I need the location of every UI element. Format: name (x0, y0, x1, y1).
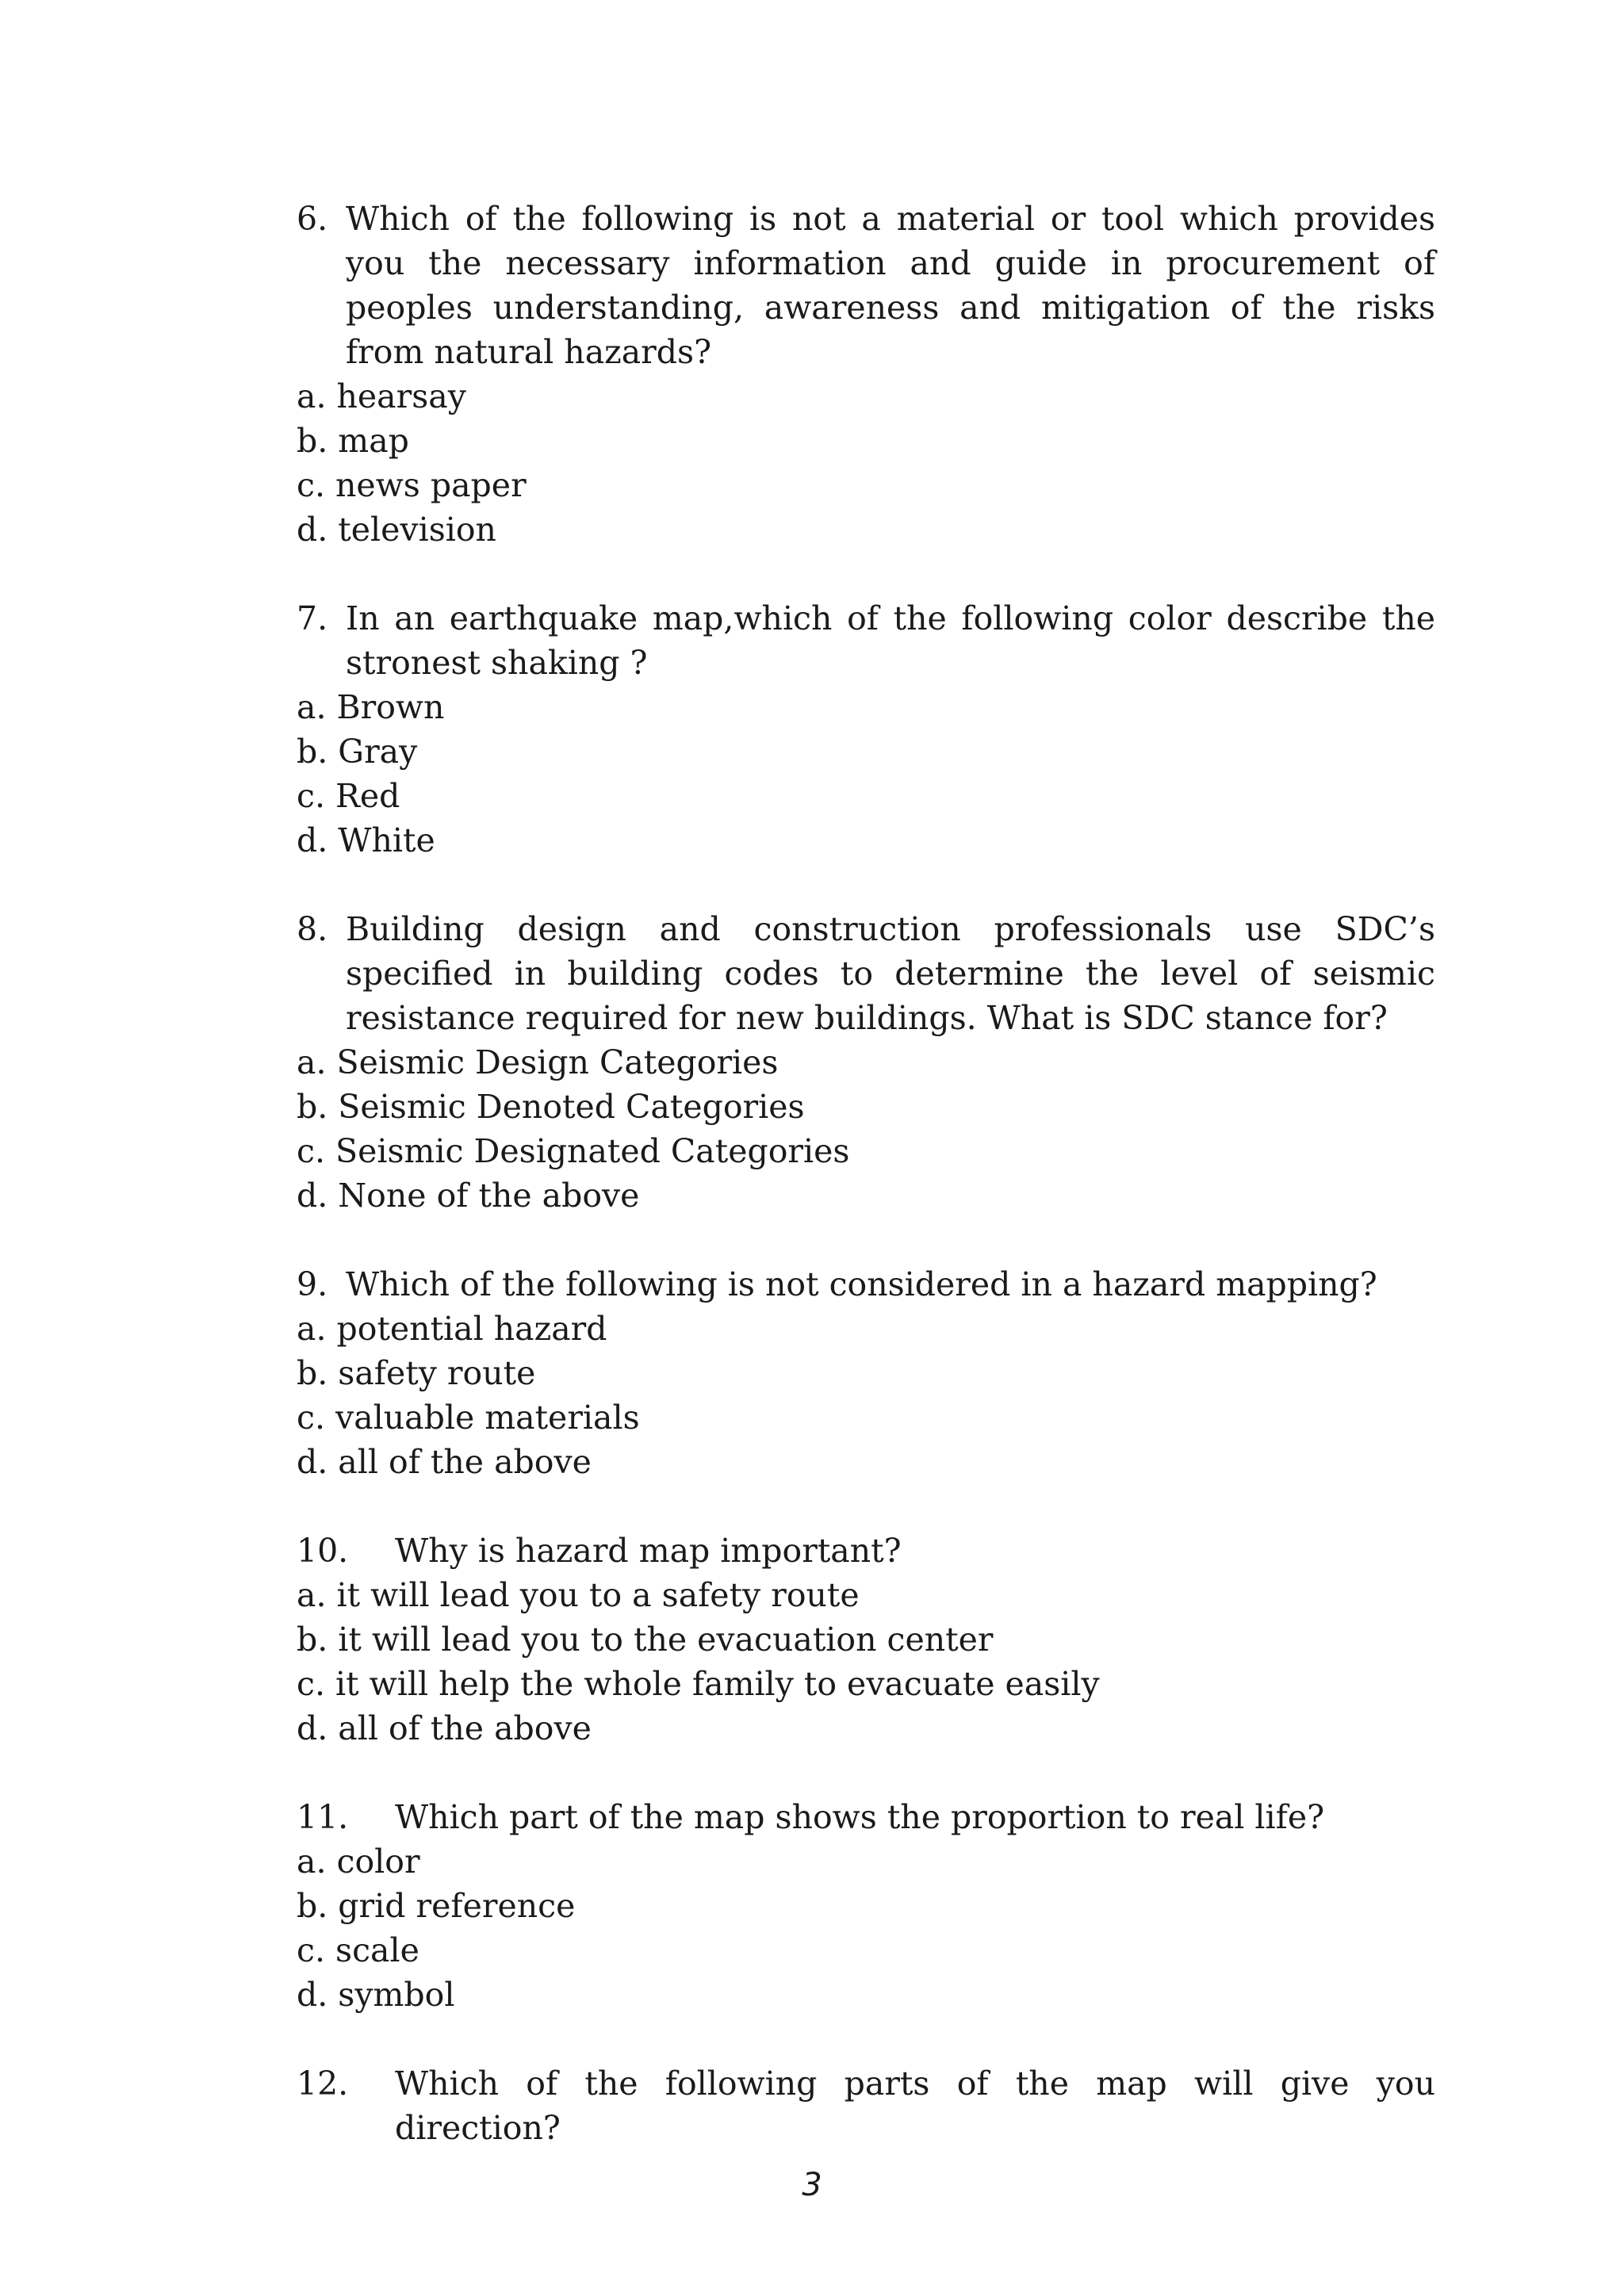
question-12 (297, 2061, 1435, 2150)
question-stem (297, 197, 1435, 374)
answer-option: d. None of the above (297, 1177, 640, 1215)
answer-option: a. it will lead you to a safety route (297, 1576, 860, 1614)
answer-option: a. Seismic Design Categories (297, 1043, 779, 1081)
answer-option: d. television (297, 511, 496, 549)
question-number: 7. (297, 599, 328, 637)
question-number: 6. (297, 200, 328, 238)
answer-options (297, 1040, 1435, 1218)
question-9 (297, 1262, 1435, 1484)
answer-option: a. potential hazard (297, 1310, 607, 1348)
answer-option: c. it will help the whole family to evacuate easily (297, 1665, 1100, 1703)
answer-options (297, 1307, 1435, 1484)
question-text: Which of the following is not a material or tool which provides you the necessary information and guide in procurement of peoples understanding, awareness and mitigation of the risks from natural hazards? (346, 200, 1435, 371)
question-list (297, 197, 1435, 2195)
page-number: 3 (802, 2167, 822, 2203)
question-text: Which part of the map shows the proportion to real life? (395, 1798, 1325, 1836)
answer-option: d. all of the above (297, 1709, 592, 1747)
answer-option: a. Brown (297, 688, 445, 726)
answer-option: d. White (297, 821, 435, 859)
answer-option: b. Seismic Denoted Categories (297, 1088, 805, 1126)
question-stem (297, 1795, 1435, 1839)
question-stem (297, 596, 1435, 685)
question-11 (297, 1795, 1435, 2017)
answer-option: c. news paper (297, 466, 527, 504)
question-7 (297, 596, 1435, 863)
question-number: 12. (297, 2064, 349, 2103)
question-stem (297, 907, 1435, 1040)
question-6 (297, 197, 1435, 552)
question-number: 9. (297, 1265, 328, 1303)
answer-options (297, 685, 1435, 863)
answer-option: c. Red (297, 777, 400, 815)
answer-option: c. Seismic Designated Categories (297, 1132, 850, 1170)
answer-options (297, 1839, 1435, 2017)
answer-option: b. it will lead you to the evacuation center (297, 1621, 994, 1659)
question-number: 8. (297, 910, 328, 948)
answer-option: c. scale (297, 1931, 419, 1969)
answer-option: b. safety route (297, 1354, 536, 1392)
question-text: Which of the following parts of the map will give you direction? (395, 2064, 1435, 2147)
answer-options (297, 374, 1435, 552)
question-text: Building design and construction professionals use SDC’s specified in building codes to determine the level of seismic resistance required for new buildings. What is SDC stance for? (346, 910, 1435, 1037)
question-text: Why is hazard map important? (395, 1532, 902, 1570)
answer-option: d. symbol (297, 1976, 455, 2014)
answer-option: b. grid reference (297, 1887, 576, 1925)
question-10 (297, 1529, 1435, 1751)
answer-option: a. hearsay (297, 377, 466, 415)
answer-option: c. valuable materials (297, 1399, 640, 1437)
question-stem (297, 1529, 1435, 1573)
answer-option: b. Gray (297, 733, 418, 771)
question-8 (297, 907, 1435, 1218)
question-number: 11. (297, 1798, 349, 1836)
question-text: Which of the following is not considered in a hazard mapping? (346, 1265, 1377, 1303)
answer-option: a. color (297, 1843, 420, 1881)
question-stem (297, 2061, 1435, 2150)
answer-option: b. map (297, 422, 409, 460)
question-number: 10. (297, 1532, 349, 1570)
question-text: In an earthquake map,which of the following color describe the stronest shaking ? (346, 599, 1435, 682)
answer-option: d. all of the above (297, 1443, 592, 1481)
answer-options (297, 1573, 1435, 1751)
question-stem (297, 1262, 1435, 1307)
